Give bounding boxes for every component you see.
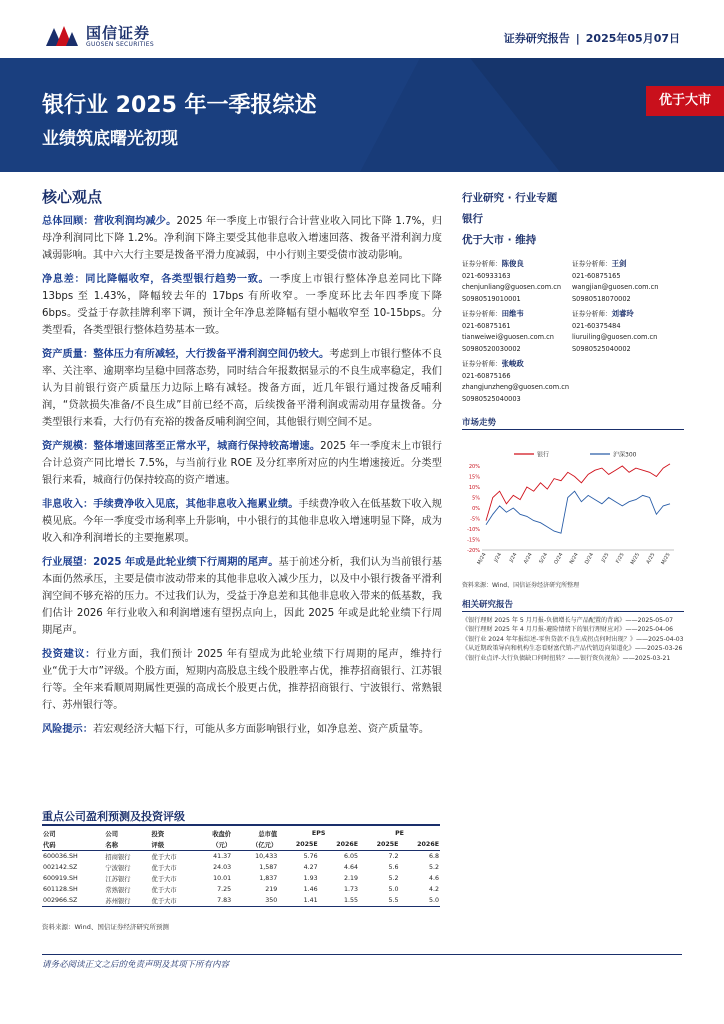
logo-subtext: GUOSEN SECURITIES — [86, 41, 155, 48]
analyst-card: 证券分析师：刘睿玲 021-60375484 liuruiling@guosen.com.cn S0980525040002 — [572, 309, 658, 353]
y-tick-label: 15% — [468, 474, 480, 481]
analyst-card: 证券分析师：田维韦 021-60875161 tianweiwei@guosen.com.cn S0980520030002 — [462, 309, 554, 353]
related-report-item[interactable]: 《银行业 2024 年年报综述-零售贷款不良生成拐点何时出现？》——2025-04-03 — [462, 635, 684, 643]
analyst-card: 证券分析师：陈俊良 021-60933163 chenjunliang@guosen.com.cn S0980519010001 — [462, 259, 562, 303]
x-tick-label: S/24 — [538, 552, 550, 565]
doc-meta — [504, 30, 680, 46]
y-tick-label: -15% — [467, 537, 480, 544]
table-row: 601128.SH 常熟银行 优于大市 7.25 219 1.46 1.73 5.0 4.2 — [43, 886, 439, 894]
legend-label-bank: 银行 — [537, 451, 550, 459]
forecast-table — [42, 828, 440, 907]
core-views-title: 核心观点 — [42, 188, 103, 206]
x-tick-label: M/25 — [629, 552, 642, 566]
report-date: 2025年05月07日 — [585, 32, 680, 45]
y-tick-label: 20% — [468, 464, 480, 470]
divider — [462, 611, 684, 612]
forecast-table-title: 重点公司盈利预测及投资评级 — [42, 810, 185, 823]
y-tick-label: 10% — [468, 485, 480, 491]
table-row: 002966.SZ 苏州银行 优于大市 7.83 350 1.41 1.55 5.5 5.0 — [43, 897, 439, 905]
paragraph-investment: 投资建议：行业方面，我们预计 2025 年有望成为此轮业绩下行周期的尾声，维持行业“优于大市”评级。个股方面，短期内高股息主线个股胜率占优，推荐招商银行、江苏银行等。全年来看顺周期属性更强的高成长个股更占优，推荐招商银行、宁波银行、常熟银行、苏州银行等。 — [42, 649, 442, 711]
chart-source: 资料来源：Wind、国信证券经济研究所整理 — [462, 582, 580, 589]
chart-legend — [514, 451, 637, 459]
x-tick-label: J/24 — [493, 552, 504, 564]
y-tick-label: 5% — [472, 495, 480, 502]
report-type: 证券研究报告 — [503, 32, 570, 45]
series-line-csi300 — [486, 491, 670, 533]
logo — [44, 20, 184, 52]
related-report-item[interactable]: 《银行理财 2025 年 5 月月报-负债增长与产品配置的背离》——2025-05-07 — [462, 617, 674, 624]
paragraph-outlook: 行业展望：2025 年或是此轮业绩下行周期的尾声。基于前述分析，我们认为当前银行基本面仍然承压，主要是债市波动带来的其他非息收入减少压力，以及中小银行拨备平滑利润空间不够充裕的压力。不过我们认为，受益于净息差和其他非息收入带来的低基数，我们估计 2026 年行业收入和利润增速有望拐点向上，因此 2025 年或是此轮业绩下行周期尾声。 — [42, 557, 442, 636]
sidebar — [462, 190, 684, 247]
report-subtitle: 业绩筑底曙光初现 — [42, 129, 178, 149]
paragraph-asset-scale: 资产规模：整体增速回落至正常水平，城商行保持较高增速。2025 年一季度末上市银行合计总资产同比增长 7.5%，与当前行业 ROE 及分红率所对应的内生增速接近。分类型银行来看，城商行仍保持较高的资产增速。 — [42, 441, 442, 486]
paragraph-non-interest: 非息收入：手续费净收入见底，其他非息收入拖累业绩。手续费净收入在低基数下收入规模见底。今年一季度受市场利率上升影响，中小银行的其他非息收入增速明显下降，成为收入和净利润增长的主要拖累项。 — [42, 499, 442, 544]
paragraph-overview: 总体回顾：营收利润均减少。2025 年一季度上市银行合计营业收入同比下降 1.7%，归母净利润同比下降 1.2%。净利润下降主要受其他非息收入增速回落、拨备平滑利润力度减弱影响。其中六大行主要是拨备平滑力度减弱，中小行则主要受债市波动影响。 — [42, 216, 442, 261]
core-views — [42, 186, 442, 745]
x-tick-label: J/24 — [508, 552, 519, 564]
paragraph-asset-quality: 资产质量：整体压力有所减轻，大行拨备平滑利润空间仍较大。考虑到上市银行整体不良率、关注率、逾期率均呈稳中回落态势，同时结合年报数据显示的不良生成率稳定，我们认为目前银行资产质量压力边际上略有减轻。拨备方面，近几年银行通过拨备反哺利润，“贷款损失准备/不良生成”目前已经不高，后续拨备平滑利润或需动用存量拨备。分类型银行来看，大行仍有充裕的拨备反哺利润空间，其他银行则空间不足。 — [42, 349, 443, 428]
related-report-item[interactable]: 《银行理财 2025 年 4 月月报-避险情绪下的银行理财应对》——2025-04-06 — [462, 626, 674, 634]
paragraph-risk: 风险提示：若宏观经济大幅下行，可能从多方面影响银行业，如净息差、资产质量等。 — [42, 724, 430, 735]
series-line-bank — [486, 464, 670, 521]
table-row: 600919.SH 江苏银行 优于大市 10.01 1,837 1.93 2.19 5.2 4.6 — [43, 875, 439, 883]
guosen-logo-icon — [44, 20, 80, 52]
y-tick-label: -20% — [467, 548, 480, 554]
x-tick-label: D/24 — [583, 552, 596, 566]
sector-label: 银行 — [462, 213, 483, 225]
table-header-row: 代码 名称 评级 （元） （亿元） 2025E 2026E 2025E 2026E — [43, 841, 439, 849]
market-trend-chart — [462, 446, 684, 578]
table-header-row: 公司 公司 投资 收盘价 总市值 EPS PE — [43, 830, 404, 838]
y-tick-label: -5% — [470, 516, 480, 523]
separator: | — [575, 32, 580, 45]
related-report-item[interactable]: 《银行业点评-大行负债缺口何时扭转？——银行资负视角》——2025-03-21 — [462, 654, 671, 662]
logo-text: 国信证券 — [86, 24, 151, 42]
industry-label: 行业研究 · 行业专题 — [462, 192, 558, 204]
x-tick-label: M/25 — [660, 552, 672, 566]
rating-badge: 优于大市 — [646, 86, 724, 116]
analyst-card: 证券分析师：王剑 021-60875165 wangjian@guosen.com.cn S0980518070002 — [572, 259, 659, 303]
table-source: 资料来源：Wind、国信证券经济研究所预测 — [42, 923, 169, 931]
paragraph-nim: 净息差：同比降幅收窄，各类型银行趋势一致。一季度上市银行整体净息差同比下降 13bps 至 1.43%，降幅较去年的 17bps 有所收窄。一季度环比去年四季度下降 6bps。受益于存款挂牌利率下调，预计全年净息差降幅有望小幅收窄至 10-15bps。分类型看，各类型银行整体趋势基本一致。 — [42, 274, 442, 336]
y-tick-label: -10% — [467, 527, 480, 533]
divider — [42, 824, 440, 826]
table-row: 600036.SH 招商银行 优于大市 41.37 10,433 5.76 6.05 7.2 6.8 — [43, 853, 439, 861]
x-axis — [476, 550, 674, 566]
related-reports-title: 相关研究报告 — [462, 600, 514, 610]
chart-series — [486, 464, 670, 533]
x-tick-label: F/25 — [615, 552, 626, 565]
divider — [462, 429, 684, 430]
x-tick-label: O/24 — [553, 552, 565, 566]
market-trend-title: 市场走势 — [462, 418, 497, 428]
divider — [42, 954, 682, 955]
x-tick-label: A/25 — [645, 552, 657, 565]
x-tick-label: A/24 — [522, 552, 534, 565]
report-title: 银行业 2025 年一季报综述 — [42, 93, 317, 118]
related-report-item[interactable]: 《从近期政策导向和机构生态看财富代销-产品代销迈向渠道化》——2025-03-26 — [462, 645, 683, 653]
x-tick-label: M/24 — [476, 552, 488, 566]
disclaimer: 请务必阅读正文之后的免责声明及其项下所有内容 — [42, 960, 230, 970]
table-row: 002142.SZ 宁波银行 优于大市 24.03 1,587 4.27 4.64 5.6 5.2 — [43, 864, 439, 872]
y-tick-label: 0% — [472, 506, 480, 512]
related-reports-list — [462, 616, 686, 663]
x-tick-label: J/25 — [600, 552, 611, 564]
legend-label-index: 沪深300 — [613, 451, 637, 459]
y-axis — [467, 464, 480, 554]
rating-label: 优于大市 · 维持 — [462, 234, 537, 246]
x-tick-label: N/24 — [568, 552, 580, 566]
analyst-card: 证券分析师：张峻政 021-60875166 zhangjunzheng@guosen.com.cn S0980525040003 — [462, 359, 570, 403]
title-banner — [0, 58, 724, 172]
